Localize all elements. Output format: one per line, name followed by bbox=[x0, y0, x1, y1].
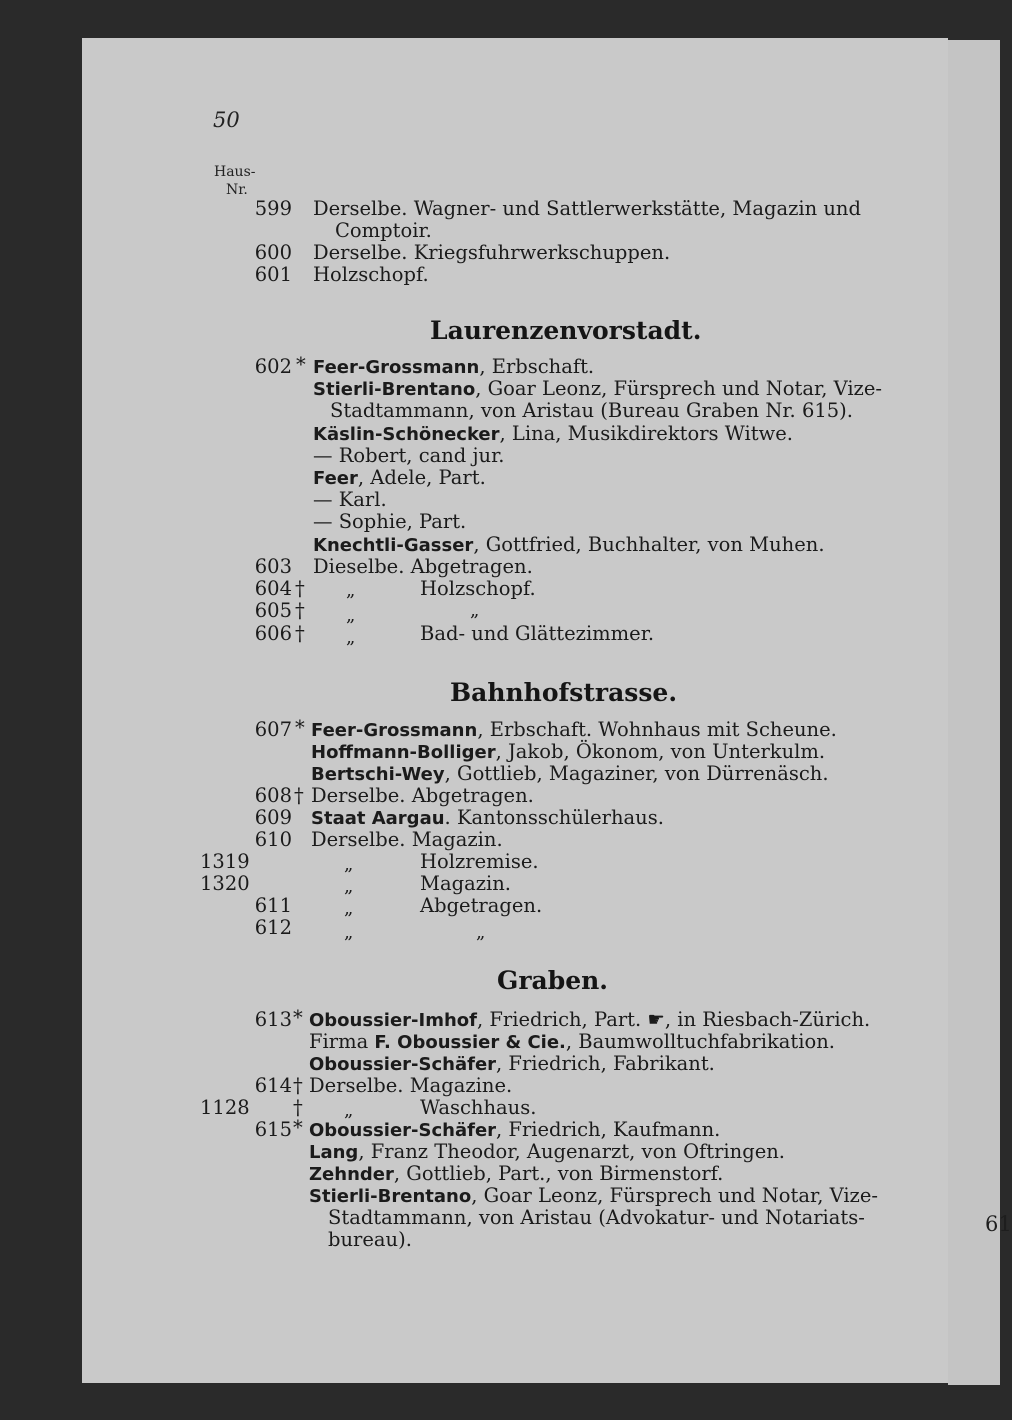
entry-text: Bad- und Glättezimmer. bbox=[420, 622, 655, 645]
entry-number: 602 bbox=[254, 355, 292, 378]
section-heading: Graben. bbox=[497, 966, 608, 995]
section-heading: Laurenzenvorstadt. bbox=[430, 316, 702, 345]
entry-text: Bertschi-Wey, Gottlieb, Magaziner, von Dürrenäsch. bbox=[311, 762, 829, 785]
occupancy-mark: * bbox=[295, 716, 305, 739]
entry-number: 613 bbox=[254, 1008, 292, 1031]
entry-text: Waschhaus. bbox=[420, 1096, 537, 1119]
entry-text: Stadtammann, von Aristau (Advokatur- und Notariats- bbox=[328, 1206, 865, 1229]
entry-number: 610 bbox=[254, 828, 292, 851]
entry-text: — Robert, cand jur. bbox=[313, 444, 505, 467]
column-header: Haus- Nr. bbox=[214, 164, 256, 198]
entry-text: Holzschopf. bbox=[313, 263, 429, 286]
entry-text: Zehnder, Gottlieb, Part., von Birmenstorf. bbox=[309, 1162, 724, 1185]
demolished-mark: † bbox=[293, 1096, 303, 1119]
occupancy-mark: * bbox=[293, 1006, 303, 1029]
entry-text: Oboussier-Schäfer, Friedrich, Fabrikant. bbox=[309, 1052, 715, 1075]
entry-text: Abgetragen. bbox=[420, 894, 543, 917]
entry-number: 615 bbox=[254, 1118, 292, 1141]
entry-number: 604 bbox=[254, 577, 292, 600]
demolished-mark: † bbox=[295, 577, 305, 600]
ditto-mark: „ bbox=[470, 600, 480, 621]
entry-text: Derselbe. Abgetragen. bbox=[311, 784, 534, 807]
adjacent-page-edge bbox=[948, 40, 1000, 1385]
entry-text: Stadtammann, von Aristau (Bureau Graben Nr. 615). bbox=[330, 399, 853, 422]
demolished-mark: † bbox=[293, 1074, 303, 1097]
occupancy-mark: * bbox=[296, 353, 306, 376]
entry-text: Feer, Adele, Part. bbox=[313, 466, 486, 489]
demolished-mark: † bbox=[294, 784, 304, 807]
entry-text: Knechtli-Gasser, Gottfried, Buchhalter, von Muhen. bbox=[313, 533, 825, 556]
entry-number: 603 bbox=[254, 555, 292, 578]
entry-text: Derselbe. Magazin. bbox=[311, 828, 503, 851]
entry-text: Käslin-Schönecker, Lina, Musikdirektors Witwe. bbox=[313, 422, 793, 445]
entry-number: 606 bbox=[254, 622, 292, 645]
occupancy-mark: * bbox=[293, 1116, 303, 1139]
entry-text: Feer-Grossmann, Erbschaft. bbox=[313, 355, 595, 378]
entry-number: 612 bbox=[254, 916, 292, 939]
entry-number: 599 bbox=[254, 197, 292, 220]
ditto-mark: „ bbox=[346, 580, 356, 601]
entry-text: Hoffmann-Bolliger, Jakob, Ökonom, von Unterkulm. bbox=[311, 740, 826, 763]
demolished-mark: † bbox=[295, 622, 305, 645]
entry-text: Stierli-Brentano, Goar Leonz, Fürsprech und Notar, Vize- bbox=[309, 1184, 878, 1207]
entry-number: 600 bbox=[254, 241, 292, 264]
ditto-mark: „ bbox=[476, 922, 486, 943]
entry-text: Derselbe. Kriegsfuhrwerkschuppen. bbox=[313, 241, 671, 264]
entry-number: 605 bbox=[254, 599, 292, 622]
adjacent-page-number: 61 bbox=[985, 1212, 1012, 1236]
ditto-mark: „ bbox=[344, 922, 354, 943]
ditto-mark: „ bbox=[344, 898, 354, 919]
entry-text: Feer-Grossmann, Erbschaft. Wohnhaus mit Scheune. bbox=[311, 718, 837, 741]
entry-text: — Karl. bbox=[313, 488, 387, 511]
entry-number: 608 bbox=[254, 784, 292, 807]
entry-text: Stierli-Brentano, Goar Leonz, Fürsprech und Notar, Vize- bbox=[313, 377, 882, 400]
entry-text: Firma F. Oboussier & Cie., Baumwolltuchfabrikation. bbox=[309, 1030, 835, 1053]
entry-text: Derselbe. Wagner- und Sattlerwerkstätte, Magazin und bbox=[313, 197, 861, 220]
demolished-mark: † bbox=[295, 599, 305, 622]
entry-number: 611 bbox=[254, 894, 292, 917]
entry-text: Oboussier-Imhof, Friedrich, Part. ☛, in Riesbach-Zürich. bbox=[309, 1008, 871, 1031]
entry-number: 607 bbox=[254, 718, 292, 741]
ditto-mark: „ bbox=[344, 854, 354, 875]
entry-text: Dieselbe. Abgetragen. bbox=[313, 555, 533, 578]
entry-number: 1319 bbox=[200, 850, 250, 873]
entry-text: bureau). bbox=[328, 1228, 412, 1251]
entry-number: 1128 bbox=[200, 1096, 250, 1119]
section-heading: Bahnhofstrasse. bbox=[450, 678, 678, 707]
entry-text: Derselbe. Magazine. bbox=[309, 1074, 513, 1097]
entry-text: Magazin. bbox=[420, 872, 511, 895]
entry-text: Holzschopf. bbox=[420, 577, 536, 600]
entry-number: 1320 bbox=[200, 872, 250, 895]
ditto-mark: „ bbox=[344, 1100, 354, 1121]
entry-text: Lang, Franz Theodor, Augenarzt, von Oftringen. bbox=[309, 1140, 786, 1163]
ditto-mark: „ bbox=[346, 605, 356, 626]
page-number: 50 bbox=[213, 108, 240, 132]
ditto-mark: „ bbox=[344, 876, 354, 897]
entry-number: 614 bbox=[254, 1074, 292, 1097]
entry-number: 609 bbox=[254, 806, 292, 829]
entry-text: Staat Aargau. Kantonsschülerhaus. bbox=[311, 806, 664, 829]
entry-text: Oboussier-Schäfer, Friedrich, Kaufmann. bbox=[309, 1118, 721, 1141]
entry-number: 601 bbox=[254, 263, 292, 286]
ditto-mark: „ bbox=[346, 627, 356, 648]
entry-text: — Sophie, Part. bbox=[313, 510, 467, 533]
entry-text: Holzremise. bbox=[420, 850, 539, 873]
entry-text: Comptoir. bbox=[335, 219, 432, 242]
